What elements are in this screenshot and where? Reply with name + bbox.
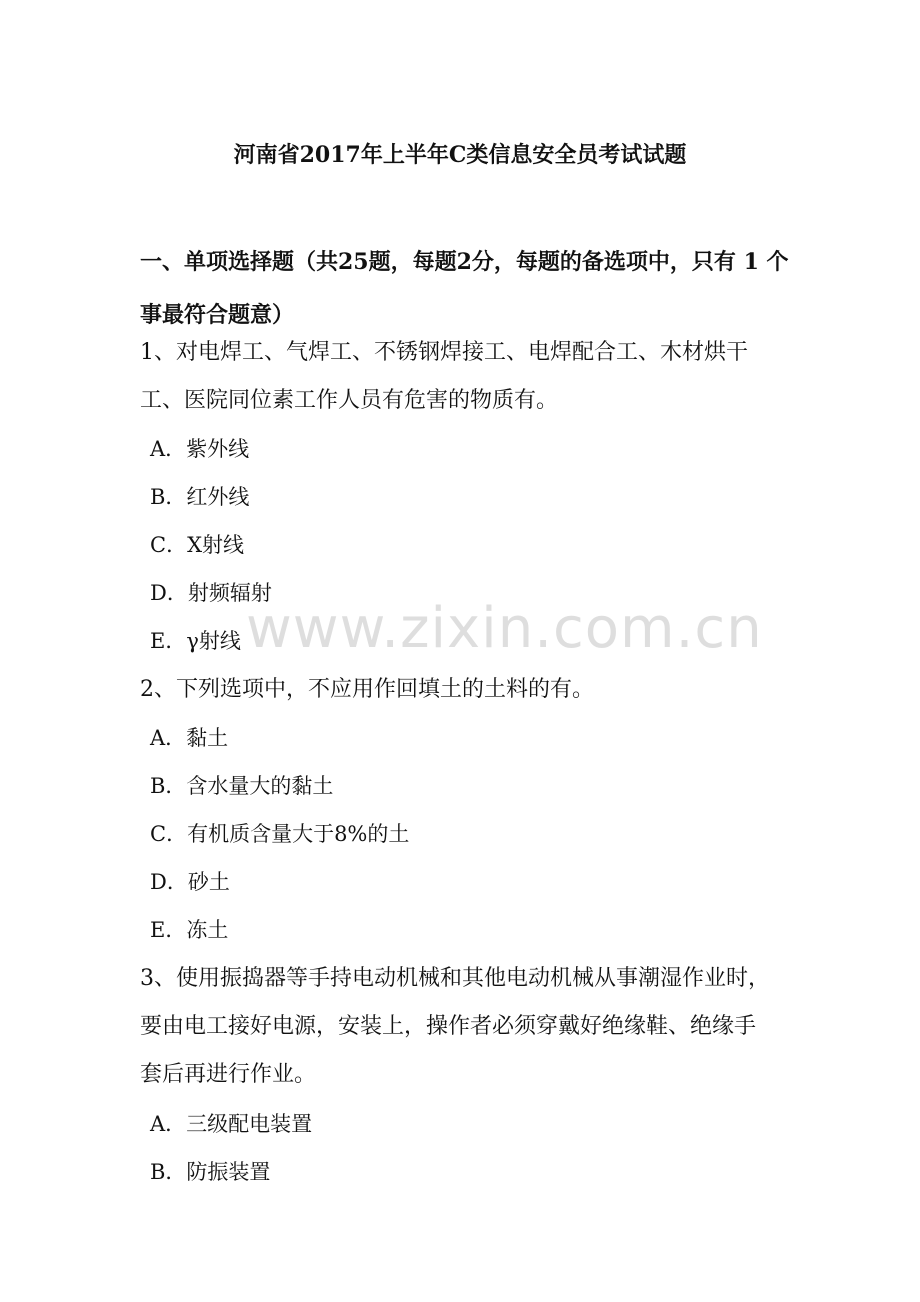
question-2-option-b: B．含水量大的黏土 — [150, 774, 334, 798]
question-1-option-c: C．X射线 — [150, 533, 245, 557]
question-2-option-e: E．冻土 — [150, 918, 229, 942]
document-title: 河南省2017年上半年C类信息安全员考试试题 — [233, 142, 687, 168]
question-1-option-e: E．γ射线 — [150, 629, 241, 653]
question-3-line-2: 要由电工接好电源，安装上，操作者必须穿戴好绝缘鞋、绝缘手 — [140, 1014, 757, 1039]
question-2-line-1: 2、下列选项中，不应用作回填土的土料的有。 — [140, 677, 594, 702]
question-3-line-3: 套后再进行作业。 — [140, 1062, 317, 1087]
question-3-line-1: 3、使用振捣器等手持电动机械和其他电动机械从事潮湿作业时， — [140, 966, 770, 991]
question-1-option-b: B．红外线 — [150, 485, 250, 509]
section-heading: 一、单项选择题（共25题，每题2分，每题的备选项中，只有 1 个事最符合题意） — [140, 249, 789, 328]
question-3-option-b: B．防振装置 — [150, 1160, 271, 1184]
question-2-option-d: D．砂土 — [150, 870, 230, 894]
question-2-option-a: A．黏土 — [150, 726, 229, 750]
question-1-line-1: 1、对电焊工、气焊工、不锈钢焊接工、电焊配合工、木材烘干 — [140, 340, 748, 365]
question-1-option-d: D．射频辐射 — [150, 581, 272, 605]
question-1-option-a: A．紫外线 — [150, 437, 250, 461]
question-1-line-2: 工、医院同位素工作人员有危害的物质有。 — [140, 388, 559, 413]
watermark: www.zixin.com.cn — [246, 596, 763, 661]
question-2-option-c: C．有机质含量大于8%的土 — [150, 822, 410, 846]
question-3-option-a: A．三级配电装置 — [150, 1112, 313, 1136]
